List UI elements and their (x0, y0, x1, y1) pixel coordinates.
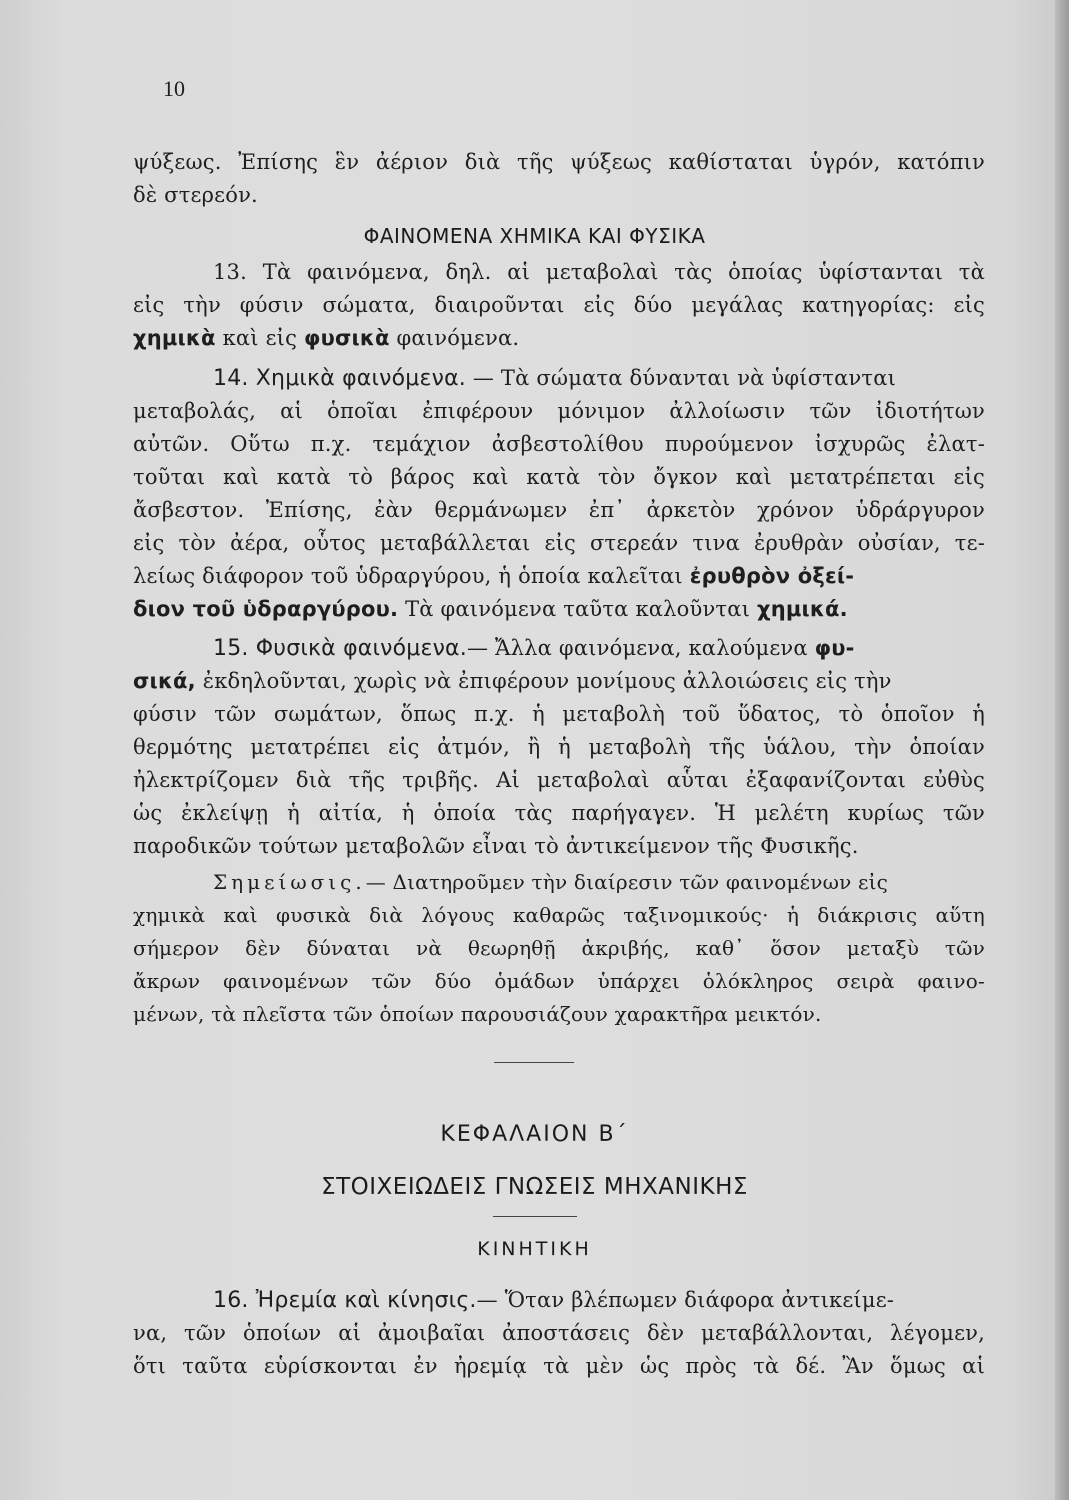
text-fragment: λείως διάφορον τοῦ ὑδραργύρου, ἡ ὁποία καλεῖται (133, 564, 690, 588)
text-fragment: Τὰ φαινόμενα ταῦτα καλοῦνται (398, 597, 757, 621)
text-line: μένων, τὰ πλεῖστα τῶν ὁποίων παρουσιάζουν χαρακτῆρα μεικτόν. (133, 1002, 822, 1026)
paragraph-13 (133, 256, 985, 355)
text-fragment: καὶ εἰς (215, 326, 304, 350)
paragraph-title: 14. Χημικὰ φαινόμενα. (213, 366, 466, 391)
paragraph-continuation (133, 146, 985, 212)
text-line: τοῦται καὶ κατὰ τὸ βάρος καὶ κατὰ τὸν ὄγκον καὶ μετατρέπεται εἰς (133, 465, 985, 489)
text-line: ψύξεως. Ἐπίσης ἓν ἀέριον διὰ τῆς ψύξεως καθίσταται ὑγρόν, κατόπιν (133, 150, 985, 174)
text-line: δὲ στερεόν. (133, 183, 258, 207)
text-line (133, 1284, 985, 1317)
text-fragment: — Ὅταν βλέπωμεν διάφορα ἀντικείμε- (476, 1288, 895, 1312)
paragraph-14 (133, 362, 985, 626)
paragraph-15 (133, 632, 985, 863)
text-line: αὐτῶν. Οὕτω π.χ. τεμάχιον ἀσβεστολίθου πυρούμενον ἰσχυρῶς ἐλατ- (133, 432, 985, 456)
bold-term: ἐρυθρὸν ὀξεί- (689, 564, 855, 588)
paragraph-title: 16. Ἠρεμία καὶ κίνησις. (213, 1288, 477, 1313)
bold-term: διον τοῦ ὑδραργύρου. (133, 597, 399, 621)
text-line: να, τῶν ὁποίων αἱ ἀμοιβαῖαι ἀποστάσεις δὲν μεταβάλλονται, λέγομεν, (133, 1321, 985, 1345)
text-line: χημικὰ καὶ φυσικὰ διὰ λόγους καθαρῶς ταξινομικούς· ἡ διάκρισις αὕτη (133, 903, 985, 927)
section-heading: ΦΑΙΝΟΜΕΝΑ ΧΗΜΙΚΑ ΚΑΙ ΦΥΣΙΚΑ (363, 224, 706, 248)
note-paragraph (133, 866, 985, 1031)
text-line (133, 362, 985, 395)
text-line (133, 665, 985, 698)
bold-term: φυσικὰ (303, 326, 390, 350)
text-line: ἠλεκτρίζομεν διὰ τῆς τριβῆς. Αἱ μεταβολαὶ αὗται ἐξαφανίζονται εὐθὺς (133, 768, 985, 792)
text-line (133, 322, 985, 355)
text-line (133, 866, 985, 899)
divider-rule (493, 1216, 577, 1217)
bold-term: σικά, (133, 669, 196, 693)
text-line: ὅτι ταῦτα εὑρίσκονται ἐν ἠρεμίᾳ τὰ μὲν ὡς πρὸς τὰ δέ. Ἂν ὅμως αἱ (133, 1354, 985, 1378)
text-fragment: — Διατηροῦμεν τὴν διαίρεσιν τῶν φαινομένων εἰς (365, 870, 889, 894)
text-line: 13. Τὰ φαινόμενα, δηλ. αἱ μεταβολαὶ τὰς ὁποίας ὑφίστανται τὰ (213, 260, 985, 284)
note-label: Σημείωσις. (213, 870, 366, 894)
text-fragment: ἐκδηλοῦνται, χωρὶς νὰ ἐπιφέρουν μονίμους ἀλλοιώσεις εἰς τὴν (195, 669, 892, 693)
text-fragment: — Τὰ σώματα δύνανται νὰ ὑφίστανται (465, 366, 897, 390)
paragraph-title: 15. Φυσικὰ φαινόμενα. (213, 636, 467, 661)
text-line: σήμερον δὲν δύναται νὰ θεωρηθῇ ἀκριβής, καθ᾽ ὅσον μεταξὺ τῶν (133, 936, 985, 960)
text-line: ὡς ἐκλείψῃ ἡ αἰτία, ἡ ὁποία τὰς παρήγαγεν. Ἡ μελέτη κυρίως τῶν (133, 801, 985, 825)
text-line (133, 593, 985, 626)
text-line: μεταβολάς, αἱ ὁποῖαι ἐπιφέρουν μόνιμον ἀλλοίωσιν τῶν ἰδιοτήτων (133, 399, 985, 423)
text-line: ἄσβεστον. Ἐπίσης, ἐὰν θερμάνωμεν ἐπ᾽ ἀρκετὸν χρόνον ὑδράργυρον (133, 498, 985, 522)
text-line: παροδικῶν τούτων μεταβολῶν εἶναι τὸ ἀντικείμενον τῆς Φυσικῆς. (133, 834, 859, 858)
paragraph-16 (133, 1284, 985, 1383)
page-number: 10 (163, 76, 185, 101)
bold-term: φυ- (814, 636, 855, 660)
section-heading: ΚΙΝΗΤΙΚΗ (477, 1238, 592, 1260)
text-line: θερμότης μετατρέπει εἰς ἀτμόν, ἢ ἡ μεταβολὴ τῆς ὑάλου, τὴν ὁποίαν (133, 735, 985, 759)
bold-term: χημικὰ (133, 326, 216, 350)
chapter-label: ΚΕΦΑΛΑΙΟΝ Β΄ (440, 1122, 629, 1147)
text-line (133, 560, 985, 593)
text-fragment: — Ἄλλα φαινόμενα, καλούμενα (466, 636, 815, 660)
chapter-title: ΣΤΟΙΧΕΙΩΔΕΙΣ ΓΝΩΣΕΙΣ ΜΗΧΑΝΙΚΗΣ (321, 1174, 748, 1200)
text-line: φύσιν τῶν σωμάτων, ὅπως π.χ. ἡ μεταβολὴ τοῦ ὕδατος, τὸ ὁποῖον ἡ (133, 702, 985, 726)
text-fragment: φαινόμενα. (389, 326, 520, 350)
bold-term: χημικά. (756, 597, 848, 621)
divider-rule (494, 1062, 574, 1063)
text-line (133, 632, 985, 665)
text-line: ἄκρων φαινομένων τῶν δύο ὁμάδων ὑπάρχει ὁλόκληρος σειρὰ φαινο- (133, 969, 985, 993)
text-line: εἰς τὴν φύσιν σώματα, διαιροῦνται εἰς δύο μεγάλας κατηγορίας: εἰς (133, 293, 985, 317)
text-line: εἰς τὸν ἀέρα, οὗτος μεταβάλλεται εἰς στερεάν τινα ἐρυθρὰν οὐσίαν, τε- (133, 531, 985, 555)
